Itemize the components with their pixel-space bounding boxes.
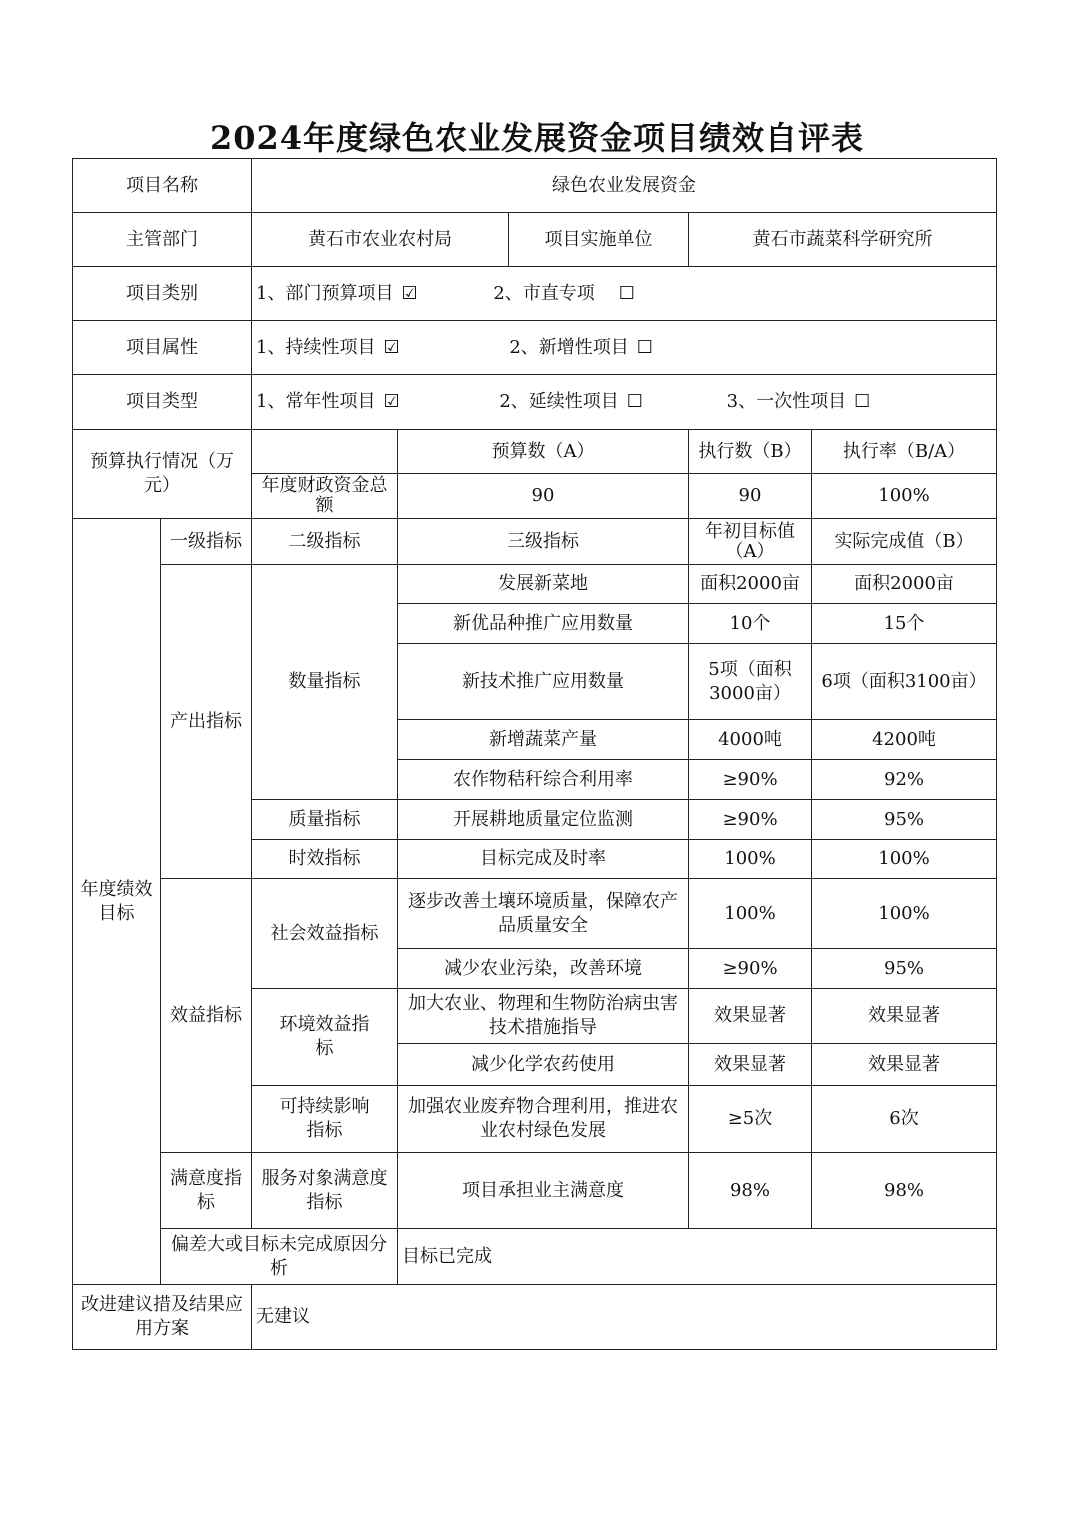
sustain-label: 可持续影响指标 [252, 1086, 398, 1153]
category-label: 项目类别 [73, 267, 252, 321]
budget-label: 预算执行情况（万元） [73, 430, 252, 519]
indicator-name: 农作物秸秆综合利用率 [398, 760, 689, 800]
improvement-label: 改进建议措及结果应用方案 [73, 1285, 252, 1350]
checkbox-empty-icon[interactable]: ☐ [618, 282, 635, 304]
indicator-actual: 6项（面积3100亩） [812, 644, 997, 720]
indicator-name: 减少化学农药使用 [398, 1044, 689, 1086]
type-opt3: 3、一次性项目 ☐ [726, 391, 871, 412]
project-name-value: 绿色农业发展资金 [252, 159, 997, 213]
budget-a-value: 90 [398, 474, 689, 519]
checkbox-checked-icon[interactable]: ☑ [401, 282, 418, 304]
indicator-name: 加强农业废弃物合理利用，推进农业农村绿色发展 [398, 1086, 689, 1153]
indicator-actual: 95% [812, 800, 997, 840]
indicator-name: 新技术推广应用数量 [398, 644, 689, 720]
indicator-name: 目标完成及时率 [398, 840, 689, 879]
checkbox-empty-icon[interactable]: ☐ [854, 391, 871, 412]
indicator-name: 减少农业污染，改善环境 [398, 949, 689, 989]
indicator-actual: 面积2000亩 [812, 565, 997, 604]
indicator-actual: 95% [812, 949, 997, 989]
indicator-actual: 100% [812, 840, 997, 879]
checkbox-empty-icon[interactable]: ☐ [636, 336, 653, 358]
indicator-target: 效果显著 [689, 1044, 812, 1086]
header-l2: 二级指标 [252, 519, 398, 565]
indicator-target: 10个 [689, 604, 812, 644]
indicator-target: 4000吨 [689, 720, 812, 760]
deviation-label: 偏差大或目标未完成原因分析 [161, 1229, 398, 1285]
indicator-name: 新增蔬菜产量 [398, 720, 689, 760]
type-opt1: 1、常年性项目 ☑ [256, 391, 400, 412]
indicator-name: 发展新菜地 [398, 565, 689, 604]
budget-blank-cell [252, 430, 398, 474]
timeliness-label: 时效指标 [252, 840, 398, 879]
indicator-name: 项目承担业主满意度 [398, 1153, 689, 1229]
env-label: 环境效益指标 [252, 989, 398, 1086]
budget-col-a: 预算数（A） [398, 430, 689, 474]
attribute-label: 项目属性 [73, 321, 252, 375]
indicator-target: ≥90% [689, 760, 812, 800]
page-title: 2024年度绿色农业发展资金项目绩效自评表 [209, 119, 865, 157]
quantity-label: 数量指标 [252, 565, 398, 800]
indicator-actual: 4200吨 [812, 720, 997, 760]
header-l1: 一级指标 [161, 519, 252, 565]
indicator-name: 逐步改善土壤环境质量，保障农产品质量安全 [398, 879, 689, 949]
budget-col-b: 执行数（B） [689, 430, 812, 474]
indicator-actual: 效果显著 [812, 1044, 997, 1086]
checkbox-checked-icon[interactable]: ☑ [383, 336, 400, 358]
checkbox-checked-icon[interactable]: ☑ [383, 391, 400, 412]
indicator-target: 100% [689, 840, 812, 879]
benefit-label: 效益指标 [161, 879, 252, 1153]
type-opt2: 2、延续性项目 ☐ [499, 391, 643, 412]
budget-rate-value: 100% [812, 474, 997, 519]
social-label: 社会效益指标 [252, 879, 398, 989]
indicator-target: 面积2000亩 [689, 565, 812, 604]
service-label: 服务对象满意度指标 [252, 1153, 398, 1229]
improvement-value: 无建议 [252, 1285, 997, 1350]
indicator-actual: 15个 [812, 604, 997, 644]
project-name-label: 项目名称 [73, 159, 252, 213]
indicator-target: 100% [689, 879, 812, 949]
indicator-actual: 92% [812, 760, 997, 800]
department-value: 黄石市农业农村局 [252, 213, 509, 267]
indicator-target: ≥90% [689, 949, 812, 989]
indicator-actual: 6次 [812, 1086, 997, 1153]
indicator-target: 98% [689, 1153, 812, 1229]
attribute-options [252, 321, 997, 375]
output-label: 产出指标 [161, 565, 252, 879]
indicator-name: 新优品种推广应用数量 [398, 604, 689, 644]
indicator-target: 5项（面积3000亩） [689, 644, 812, 720]
impl-unit-label: 项目实施单位 [509, 213, 689, 267]
category-opt2: 2、市直专项 ☐ [493, 282, 635, 304]
checkbox-empty-icon[interactable]: ☐ [626, 391, 643, 412]
budget-b-value: 90 [689, 474, 812, 519]
indicator-actual: 效果显著 [812, 989, 997, 1044]
header-actual: 实际完成值（B） [812, 519, 997, 565]
evaluation-table [72, 158, 997, 1350]
perf-label: 年度绩效目标 [73, 519, 161, 1285]
indicator-name: 开展耕地质量定位监测 [398, 800, 689, 840]
indicator-name: 加大农业、物理和生物防治病虫害技术措施指导 [398, 989, 689, 1044]
indicator-actual: 98% [812, 1153, 997, 1229]
type-label: 项目类型 [73, 375, 252, 430]
indicator-target: 效果显著 [689, 989, 812, 1044]
budget-col-rate: 执行率（B/A） [812, 430, 997, 474]
indicator-target: ≥90% [689, 800, 812, 840]
category-opt1: 1、部门预算项目 ☑ [256, 282, 418, 304]
impl-unit-value: 黄石市蔬菜科学研究所 [689, 213, 997, 267]
header-l3: 三级指标 [398, 519, 689, 565]
department-label: 主管部门 [73, 213, 252, 267]
budget-row-label: 年度财政资金总额 [252, 474, 398, 519]
attribute-opt2: 2、新增性项目 ☐ [509, 336, 653, 358]
attribute-opt1: 1、持续性项目 ☑ [256, 336, 400, 358]
quality-label: 质量指标 [252, 800, 398, 840]
indicator-target: ≥5次 [689, 1086, 812, 1153]
header-target: 年初目标值（A） [689, 519, 812, 565]
satisfaction-label: 满意度指标 [161, 1153, 252, 1229]
indicator-actual: 100% [812, 879, 997, 949]
category-options [252, 267, 997, 321]
deviation-value: 目标已完成 [398, 1229, 997, 1285]
type-options [252, 375, 997, 430]
